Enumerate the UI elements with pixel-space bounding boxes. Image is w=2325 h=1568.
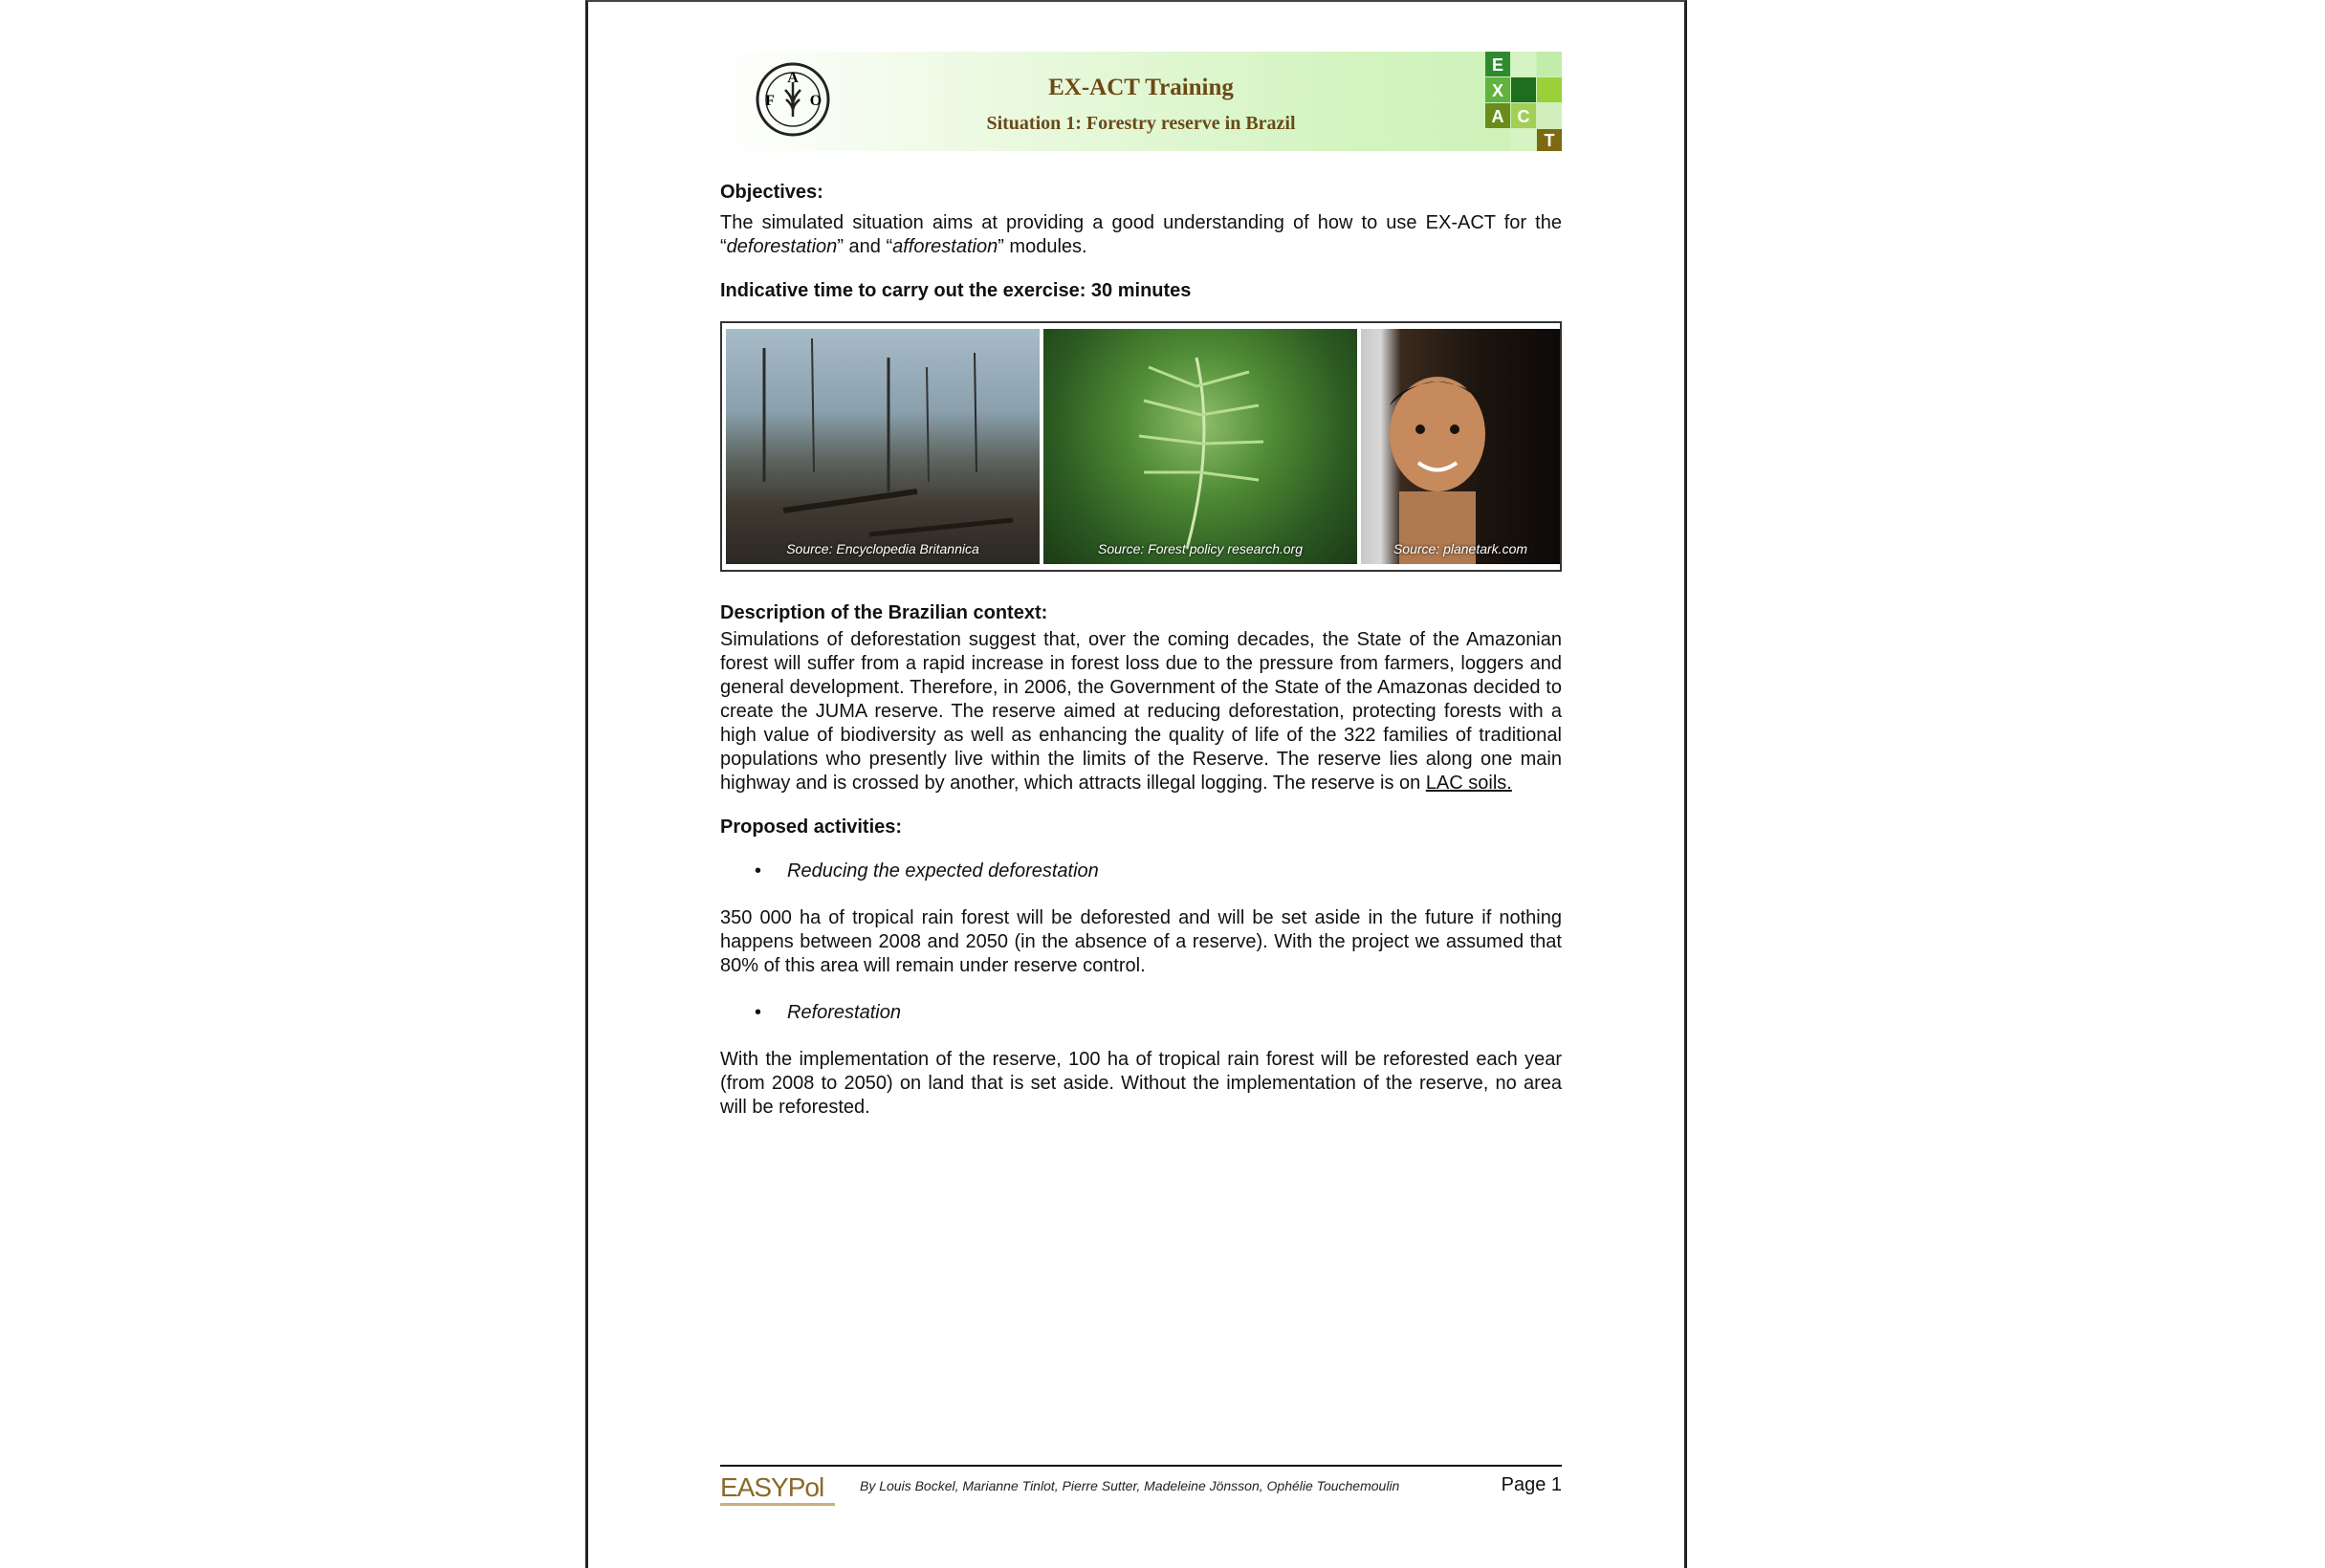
objectives-text: The simulated situation aims at providing a good understanding of how to use EX-ACT for the “deforestation” and “afforestation” modules.	[720, 212, 1562, 257]
child-photo	[1361, 329, 1560, 564]
activities-heading: Proposed activities:	[720, 817, 903, 838]
svg-text:A: A	[787, 70, 799, 86]
photo-caption: Source: Forest policy research.org	[1098, 541, 1303, 556]
exact-letter-x: X	[1491, 81, 1504, 100]
lac-soils-link[interactable]: LAC soils.	[1425, 773, 1512, 794]
easypol-tagline-bar	[720, 1503, 835, 1506]
photo-strip	[720, 321, 1562, 572]
palm-leaf-icon	[1043, 329, 1357, 564]
indicative-time: Indicative time to carry out the exercise: 30 minutes	[720, 280, 1192, 301]
authors-text: By Louis Bockel, Marianne Tinlot, Pierre Sutter, Madeleine Jönsson, Ophélie Touchemoulin	[860, 1478, 1400, 1493]
context-text: Simulations of deforestation suggest that, over the coming decades, the State of the Amazonian forest will suffer from a rapid increase in forest loss due to the pressure from farmers, loggers and general development. Therefore, in 2006, the Government of the State of the Amazonas decided to create the JUMA reserve. The reserve aimed at reducing deforestation, protecting forests with a high value of biodiversity as well as enhancing the quality of life of the 322 families of traditional populations who presently live within the limits of the Reserve. The reserve lies along one main highway and is crossed by another, which attracts illegal logging. The reserve is on LAC soils.	[720, 629, 1562, 794]
photo-caption: Source: planetark.com	[1393, 541, 1528, 556]
exact-logo-icon	[1485, 52, 1562, 151]
bullet-item	[755, 1001, 1562, 1025]
bullet-dot-icon: •	[755, 1002, 762, 1023]
rainforest-photo	[1043, 329, 1357, 564]
page-number: Page 1	[1501, 1474, 1562, 1495]
bullet-text: Reducing the expected deforestation	[787, 860, 1099, 882]
svg-text:O: O	[809, 93, 823, 109]
bullet-item	[755, 860, 1562, 883]
easypol-logo: EASYPol	[720, 1472, 824, 1502]
reforestation-paragraph: With the implementation of the reserve, 100 ha of tropical rain forest will be reforested each year (from 2008 to 2050) on land that is set aside. Without the implementation of the reserve, no area will be reforested.	[720, 1049, 1562, 1118]
page-footer	[720, 1465, 1562, 1505]
child-face-icon	[1361, 329, 1560, 564]
svg-text:F: F	[765, 93, 775, 109]
exact-letter-a: A	[1491, 107, 1504, 126]
burned-forest-icon	[726, 329, 1040, 564]
bullet-text: Reforestation	[787, 1002, 901, 1023]
page-content	[720, 52, 1562, 1120]
document-header	[720, 52, 1562, 151]
document-page	[585, 0, 1687, 1568]
exact-letter-t: T	[1544, 131, 1555, 150]
context-heading: Description of the Brazilian context:	[720, 602, 1048, 623]
photo-caption: Source: Encyclopedia Britannica	[786, 541, 979, 556]
deforestation-photo	[726, 329, 1040, 564]
bullet-dot-icon: •	[755, 860, 762, 882]
document-title: EX-ACT Training	[1048, 75, 1234, 100]
objectives-heading: Objectives:	[720, 182, 823, 203]
exact-letter-c: C	[1517, 107, 1530, 126]
exact-letter-e: E	[1491, 55, 1504, 75]
deforestation-paragraph: 350 000 ha of tropical rain forest will be deforested and will be set aside in the future if nothing happens between 2008 and 2050 (in the absence of a reserve). With the project we assumed that 80% of this area will remain under reserve control.	[720, 907, 1562, 976]
document-subtitle: Situation 1: Forestry reserve in Brazil	[986, 113, 1296, 134]
